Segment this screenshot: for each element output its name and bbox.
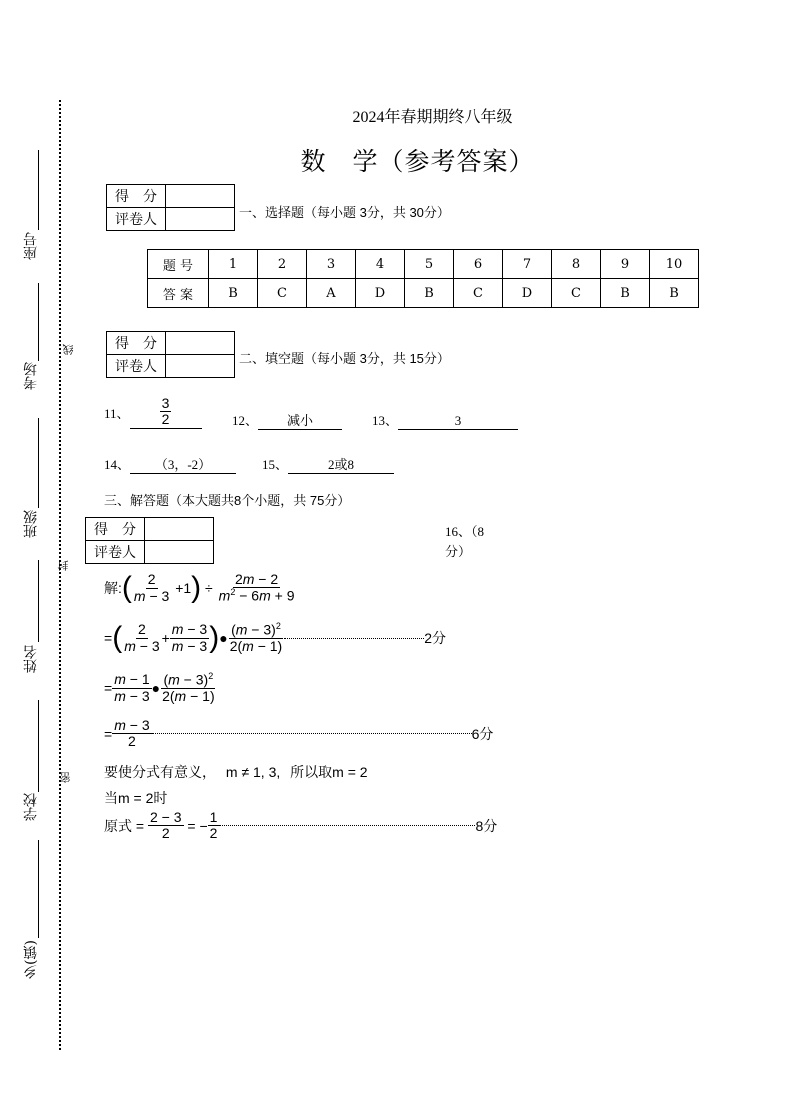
denominator: 2 xyxy=(128,733,136,750)
choice-answer-table xyxy=(147,249,699,308)
line-mark: 线 xyxy=(62,344,75,355)
when-value: m = 2 xyxy=(118,790,154,806)
fraction xyxy=(170,622,209,654)
solution-line-1 xyxy=(104,572,297,604)
seat-number-blank[interactable] xyxy=(38,150,39,230)
fraction xyxy=(160,672,217,704)
score-cell[interactable] xyxy=(166,332,235,355)
item-number: 13、 xyxy=(372,413,399,428)
operator: + xyxy=(161,630,170,647)
dot-leader xyxy=(219,825,475,826)
fraction xyxy=(112,672,151,704)
item-number: 12、 xyxy=(232,413,259,428)
blank-item-14 xyxy=(104,454,236,474)
name-blank[interactable] xyxy=(38,560,39,642)
question-number-cell: 6 xyxy=(454,250,503,279)
exam-room-label: 考场 xyxy=(23,362,39,390)
when-text: 当 xyxy=(104,790,118,806)
answer-cell: D xyxy=(356,279,405,308)
item-number: 11、 xyxy=(104,405,130,421)
answer-cell: C xyxy=(258,279,307,308)
original-label: 原式 xyxy=(104,817,132,834)
denominator: $m^2 - 6m + 9$ xyxy=(218,587,295,605)
question-number-cell: 5 xyxy=(405,250,454,279)
solution-jie: 解: xyxy=(104,580,122,597)
fraction-numerator: 3 xyxy=(161,395,170,411)
score-label: 得 分 xyxy=(107,332,166,355)
answer-cell: A xyxy=(307,279,356,308)
question-number-cell: 4 xyxy=(356,250,405,279)
step3-score: 6分 xyxy=(471,725,494,742)
solution-line-4 xyxy=(104,718,493,750)
denominator: m − 3 xyxy=(171,637,208,654)
secret-mark: 密 xyxy=(59,772,72,783)
name-label: 姓名 xyxy=(23,645,39,673)
question-number-cell: 3 xyxy=(307,250,356,279)
section2-score-box xyxy=(106,331,235,378)
fraction xyxy=(148,810,184,842)
grader-cell[interactable] xyxy=(145,541,214,564)
left-paren: ( xyxy=(112,621,123,655)
answer-fraction xyxy=(160,396,172,428)
step1-score: 2分 xyxy=(424,630,447,647)
denominator: m − 3 xyxy=(133,587,170,604)
numerator: $(m - 3)^2$ xyxy=(163,671,214,688)
solution-line-3 xyxy=(104,672,217,704)
answer-blank: 3 xyxy=(398,413,518,430)
equals: = xyxy=(104,680,113,697)
denominator: m − 3 xyxy=(114,687,150,704)
denominator: 2(m − 1) xyxy=(229,638,283,655)
answer-cell: B xyxy=(601,279,650,308)
number-row-label: 题 号 xyxy=(148,250,209,279)
answer-row-label: 答 案 xyxy=(148,279,209,308)
answer-cell: B xyxy=(650,279,699,308)
question-number-cell: 2 xyxy=(258,250,307,279)
class-blank[interactable] xyxy=(38,418,39,508)
grader-label: 评卷人 xyxy=(86,541,145,564)
grader-cell[interactable] xyxy=(166,355,235,378)
denominator: m − 3 xyxy=(124,637,160,654)
township-blank[interactable] xyxy=(38,840,39,938)
section3-score-box xyxy=(85,517,214,564)
score-label: 得 分 xyxy=(86,518,145,541)
grader-label: 评卷人 xyxy=(107,208,166,231)
numerator: $(m - 3)^2$ xyxy=(231,621,281,638)
operator: +1 xyxy=(171,580,192,597)
final-line xyxy=(104,810,497,842)
take-value: m = 2 xyxy=(332,764,368,780)
answer-blank: 减小 xyxy=(258,410,342,430)
denominator: 2 xyxy=(209,825,218,842)
right-paren: ) xyxy=(209,621,220,655)
condition-line xyxy=(104,762,368,782)
grader-cell[interactable] xyxy=(166,208,235,231)
question-16-label: 16、（8 分） xyxy=(445,524,485,559)
condition-text: 要使分式有意义， xyxy=(104,764,216,780)
denominator: 2(m − 1) xyxy=(162,688,215,705)
item-number: 14、 xyxy=(104,457,131,472)
blank-item-12 xyxy=(232,410,342,430)
blank-item-15 xyxy=(262,454,394,474)
dot-leader xyxy=(284,638,424,639)
condition-tail: 所以取 xyxy=(290,764,333,780)
denominator: 2 xyxy=(161,825,170,842)
question-number-cell: 10 xyxy=(650,250,699,279)
item-number: 15、 xyxy=(262,457,289,472)
fraction xyxy=(208,810,220,842)
answer-cell: B xyxy=(209,279,258,308)
answer-blank xyxy=(130,396,202,429)
fraction xyxy=(122,622,161,654)
numerator: 2 xyxy=(147,571,156,588)
fraction xyxy=(112,718,151,750)
section1-score-box xyxy=(106,184,235,231)
answer-blank: （3，-2） xyxy=(130,454,236,474)
final-score: 8分 xyxy=(475,817,498,834)
question-number-cell: 8 xyxy=(552,250,601,279)
answer-cell: C xyxy=(552,279,601,308)
fraction xyxy=(217,572,297,604)
exam-room-blank[interactable] xyxy=(38,283,39,361)
solution-line-2 xyxy=(104,622,446,654)
section1-title: 一、选择题（每小题 3分，共 30分） xyxy=(239,205,450,220)
score-cell[interactable] xyxy=(166,185,235,208)
operator: ÷ xyxy=(201,580,217,597)
fraction xyxy=(132,572,171,604)
equals: = − xyxy=(183,817,208,834)
when-line xyxy=(104,788,167,808)
score-cell[interactable] xyxy=(145,518,214,541)
condition-math: m ≠ 1, 3, xyxy=(225,764,281,780)
left-paren: ( xyxy=(121,571,132,605)
binding-dotted-line xyxy=(59,100,61,1050)
answer-cell: B xyxy=(405,279,454,308)
dot-leader xyxy=(152,733,472,734)
equals: = xyxy=(132,817,148,834)
seal-mark: 封 xyxy=(57,560,70,571)
numerator: 2m − 2 xyxy=(234,571,279,587)
equals: = xyxy=(104,725,113,742)
numerator: m − 1 xyxy=(114,671,150,688)
subject-title: 数 学（参考答案） xyxy=(300,149,535,176)
seat-number-label: 座号 xyxy=(23,232,39,260)
section3-title: 三、解答题（本大题共8个小题，共 75分） xyxy=(104,493,351,508)
dot-operator: ● xyxy=(151,680,161,697)
equals: = xyxy=(104,630,113,647)
numerator: m − 3 xyxy=(114,717,150,733)
score-label: 得 分 xyxy=(107,185,166,208)
numerator: 2 xyxy=(138,621,146,638)
township-label: 乡(镇) xyxy=(23,940,39,979)
answer-cell: D xyxy=(503,279,552,308)
answer-blank: 2或8 xyxy=(288,454,394,474)
when-tail: 时 xyxy=(153,790,168,806)
school-blank[interactable] xyxy=(38,700,39,792)
dot-operator: ● xyxy=(219,630,228,647)
numerator: 1 xyxy=(209,809,218,825)
question-number-cell: 1 xyxy=(209,250,258,279)
answer-cell: C xyxy=(454,279,503,308)
exam-title: 2024年春期期终八年级 xyxy=(352,109,513,126)
fraction xyxy=(228,622,285,654)
question-number-cell: 7 xyxy=(503,250,552,279)
class-label: 班级 xyxy=(23,510,39,538)
school-label: 学校 xyxy=(23,793,39,821)
numerator: 2 − 3 xyxy=(149,809,182,825)
blank-item-13 xyxy=(372,410,518,430)
fraction-denominator: 2 xyxy=(161,411,170,428)
numerator: m − 3 xyxy=(171,621,208,638)
section2-title: 二、填空题（每小题 3分，共 15分） xyxy=(239,351,450,366)
question-number-cell: 9 xyxy=(601,250,650,279)
blank-item-11 xyxy=(104,396,202,429)
right-paren: ) xyxy=(191,571,202,605)
grader-label: 评卷人 xyxy=(107,355,166,378)
